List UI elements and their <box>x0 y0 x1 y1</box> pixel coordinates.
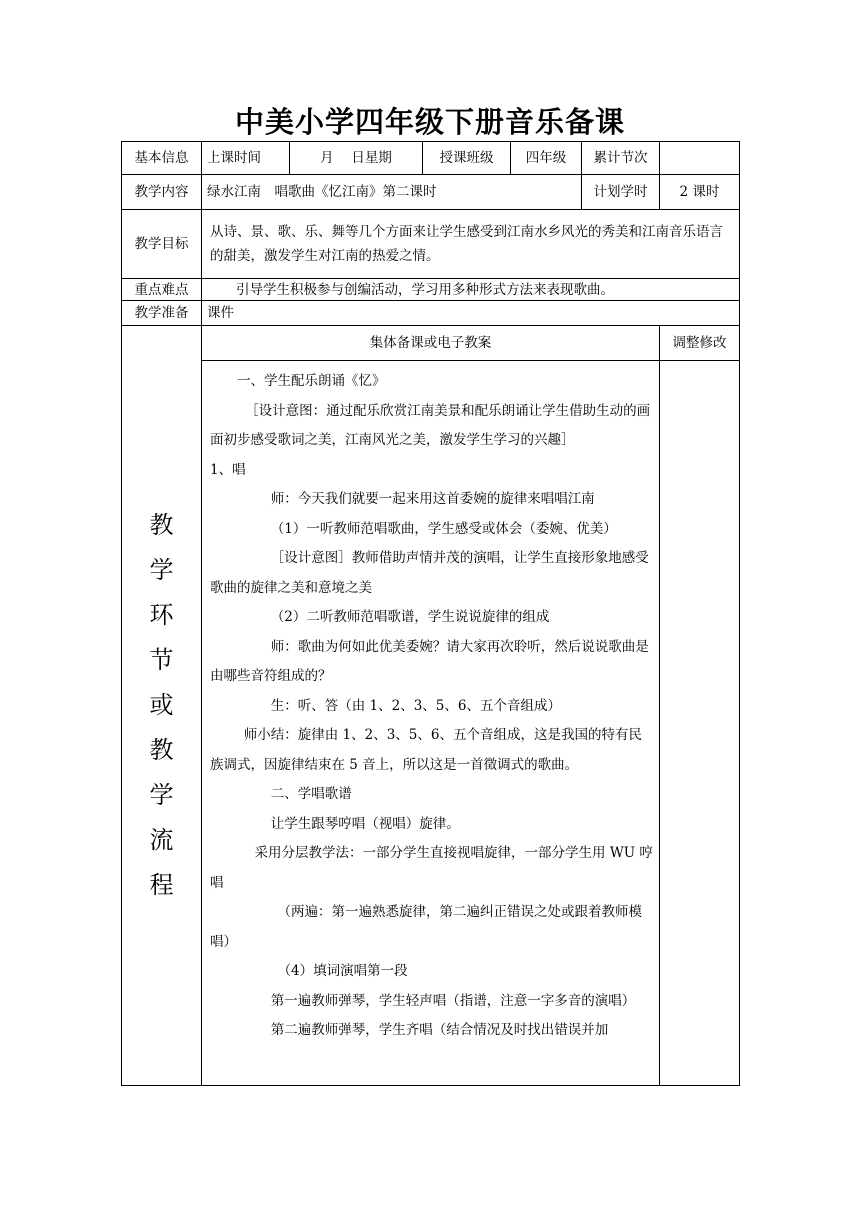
preparation-value: 课件 <box>202 301 740 326</box>
lesson-count-label: 累计节次 <box>582 142 660 175</box>
revision-cell <box>660 361 740 1086</box>
planned-hours-label: 计划学时 <box>582 175 660 210</box>
planned-hours-value: 2 课时 <box>660 175 740 210</box>
lesson-plan-content <box>202 361 660 1086</box>
content-line: 采用分层教学法：一部分学生直接视唱旋律，一部分学生用 WU 哼唱 <box>210 845 653 891</box>
content-value: 绿水江南 唱歌曲《忆江南》第二课时 <box>202 175 582 210</box>
class-group-value: 四年级 <box>511 142 582 175</box>
preparation-row <box>122 301 740 326</box>
goal-value: 从诗、景、歌、乐、舞等几个方面来让学生感受到江南水乡风光的秀美和江南音乐语言的甜美，激发学生对江南的热爱之情。 <box>202 210 740 279</box>
plan-body-row <box>122 361 740 1086</box>
content-line: 二、学唱歌谱 <box>270 786 352 802</box>
goal-label: 教学目标 <box>122 210 202 279</box>
process-label <box>122 326 202 1086</box>
class-time-label: 上课时间 <box>202 142 290 175</box>
lesson-count-value <box>660 142 740 175</box>
content-line: ［设计意图：通过配乐欣赏江南美景和配乐朗诵让学生借助生动的画面初步感受歌词之美，江南风光之美，激发学生学习的兴趣］ <box>210 402 651 448</box>
content-line: （2）二听教师范唱歌谱，学生说说旋律的组成 <box>270 609 550 625</box>
process-label-char: 教 <box>149 511 174 539</box>
content-line: 师小结：旋律由 1、2、3、5、6、五个音组成，这是我国的特有民族调式，因旋律结束在 5 音上，所以这是一首徵调式的歌曲。 <box>210 727 642 773</box>
key-points-row <box>122 279 740 301</box>
class-date-value: 月 日星期 <box>290 142 423 175</box>
content-line: 让学生跟琴哼唱（视唱）旋律。 <box>270 815 460 832</box>
content-line: 一、学生配乐朗诵《忆》 <box>237 373 386 389</box>
content-label: 教学内容 <box>122 175 202 210</box>
content-line: （4）填词演唱第一段 <box>277 963 408 979</box>
process-label-char: 程 <box>149 871 174 899</box>
process-label-char: 环 <box>149 601 174 629</box>
content-line: 生：听、答（由 1、2、3、5、6、五个音组成） <box>270 697 561 714</box>
content-row <box>122 175 740 210</box>
key-points-label: 重点难点 <box>122 279 202 301</box>
content-line: 第二遍教师弹琴，学生齐唱（结合情况及时找出错误并加 <box>270 1022 609 1038</box>
content-line: 1、唱 <box>210 461 246 478</box>
plan-header-row <box>122 326 740 361</box>
content-line: 第一遍教师弹琴，学生轻声唱（指谱，注意一字多音的演唱） <box>270 992 636 1009</box>
revision-header: 调整修改 <box>660 326 740 361</box>
content-line: （1）一听教师范唱歌曲，学生感受或体会（委婉、优美） <box>270 520 617 537</box>
process-label-char: 流 <box>149 826 174 854</box>
class-group-label: 授课班级 <box>423 142 511 175</box>
goal-row <box>122 210 740 279</box>
content-line: 师：今天我们就要一起来用这首委婉的旋律来唱唱江南 <box>270 491 595 507</box>
content-line: （两遍：第一遍熟悉旋律，第二遍纠正错误之处或跟着教师模唱） <box>210 904 642 950</box>
content-line: 师：歌曲为何如此优美委婉？请大家再次聆听，然后说说歌曲是由哪些音符组成的？ <box>210 638 649 684</box>
key-points-value: 引导学生积极参与创编活动，学习用多种形式方法来表现歌曲。 <box>202 279 740 301</box>
process-label-char: 教 <box>149 736 174 764</box>
basic-info-row <box>122 142 740 175</box>
content-line: ［设计意图］教师借助声情并茂的演唱，让学生直接形象地感受歌曲的旋律之美和意境之美 <box>210 550 649 596</box>
process-label-char: 节 <box>149 646 174 674</box>
process-label-char: 学 <box>149 781 174 809</box>
process-label-char: 或 <box>149 691 174 719</box>
preparation-label: 教学准备 <box>122 301 202 326</box>
basic-info-label: 基本信息 <box>122 142 202 175</box>
lesson-plan-header: 集体备课或电子教案 <box>202 326 660 361</box>
lesson-plan-table <box>121 141 740 1086</box>
process-label-char: 学 <box>149 556 174 584</box>
page-title: 中美小学四年级下册音乐备课 <box>234 105 625 139</box>
